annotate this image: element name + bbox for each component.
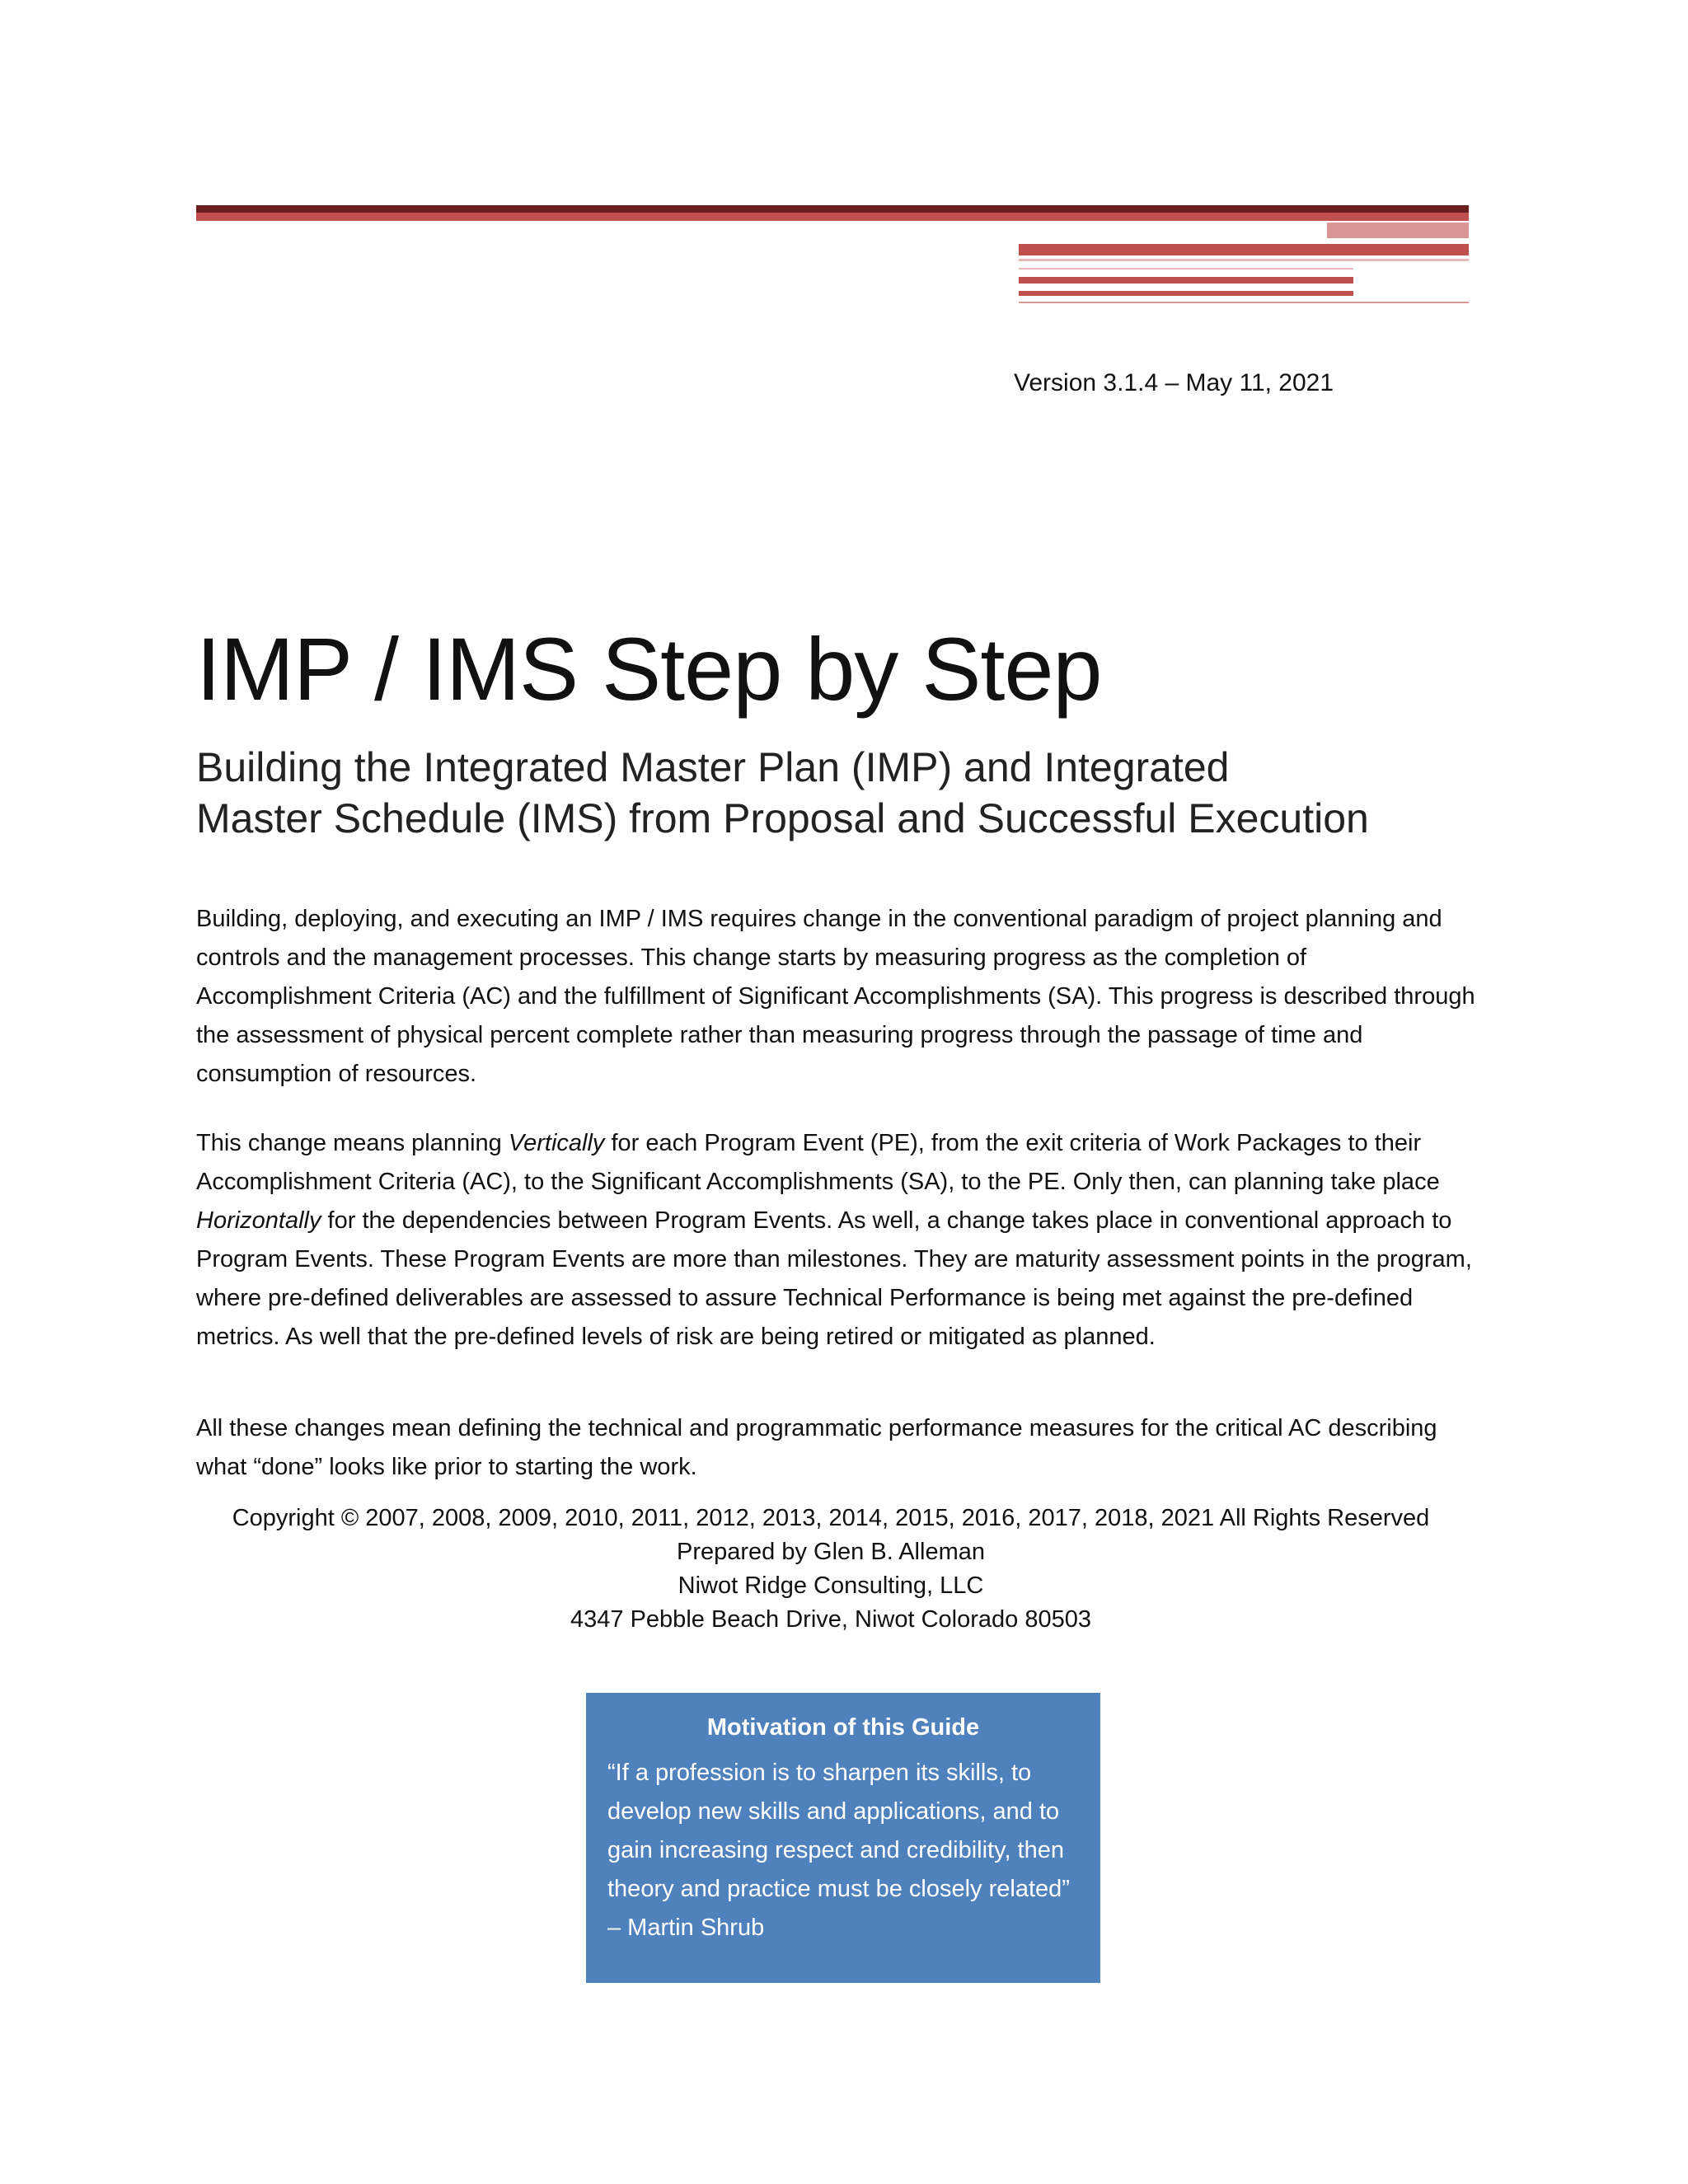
header-bar-thin-light [1019,259,1469,261]
paragraph-2-text-a: This change means planning [196,1130,509,1156]
header-bar-red [196,213,1469,221]
emphasis-horizontally: Horizontally [196,1207,321,1234]
header-bar-red-wide [1019,244,1469,255]
document-subtitle [196,742,1498,844]
body-paragraph-1: Building, deploying, and executing an IMP / IMS requires change in the conventional paradigm of project planning and controls and the management processes. This change starts by measuring progress as the completion of Accomplishment Criteria (AC) and the fulfillment of Significant Accomplishments (SA). This progress is described through the assessment of physical percent complete rather than measuring progress through the passage of time and consumption of resources. [196,906,1475,1087]
body-paragraph-3: All these changes mean defining the technical and programmatic performance measures for the critical AC describing what “done” looks like prior to starting the work. [196,1415,1437,1480]
header-bar-dark [196,205,1469,213]
paragraph-2-text-b: for each Program Event (PE), from the exit criteria of Work Packages to their Accomplishment Criteria (AC), to the Significant Accomplishments (SA), to the PE. Only then, can planning take place [196,1130,1440,1195]
copyright-block [196,1502,1465,1637]
document-title: IMP / IMS Step by Step [196,619,1102,719]
motivation-box [586,1693,1100,1983]
subtitle-line-1: Building the Integrated Master Plan (IMP) and Integrated [196,744,1230,790]
paragraph-2-text-c: for the dependencies between Program Events. As well, a change takes place in conventional approach to Program Events. These Program Events are more than milestones. They are maturity assessment points in the program, where pre-defined deliverables are assessed to assure Technical Performance is being met against the pre-defined metrics. As well that the pre-defined levels of risk are being retired or mitigated as planned. [196,1207,1472,1350]
header-bar-thin-light-2 [1019,268,1353,269]
subtitle-line-2: Master Schedule (IMS) from Proposal and Successful Execution [196,795,1369,841]
address-line: 4347 Pebble Beach Drive, Niwot Colorado 80503 [570,1606,1091,1633]
company-line: Niwot Ridge Consulting, LLC [678,1572,984,1599]
emphasis-vertically: Vertically [508,1130,605,1156]
motivation-quote: “If a profession is to sharpen its skills, to develop new skills and applications, and to gain increasing respect and credibility, then theory and practice must be closely related” – Martin Shrub [607,1760,1070,1941]
header-bar-red-mid [1019,277,1353,284]
header-bar-bottom-light [1019,302,1469,303]
header-bar-red-mid-2 [1019,291,1353,296]
copyright-line: Copyright © 2007, 2008, 2009, 2010, 2011, 2012, 2013, 2014, 2015, 2016, 2017, 2018, 2021 All Rights Reserved [232,1505,1430,1531]
motivation-title: Motivation of this Guide [706,1714,980,1741]
version-label: Version 3.1.4 – May 11, 2021 [1014,369,1334,396]
body-paragraph-2 [196,1124,1482,1357]
author-line: Prepared by Glen B. Alleman [677,1539,985,1565]
header-bar-pink-block [1327,223,1469,238]
